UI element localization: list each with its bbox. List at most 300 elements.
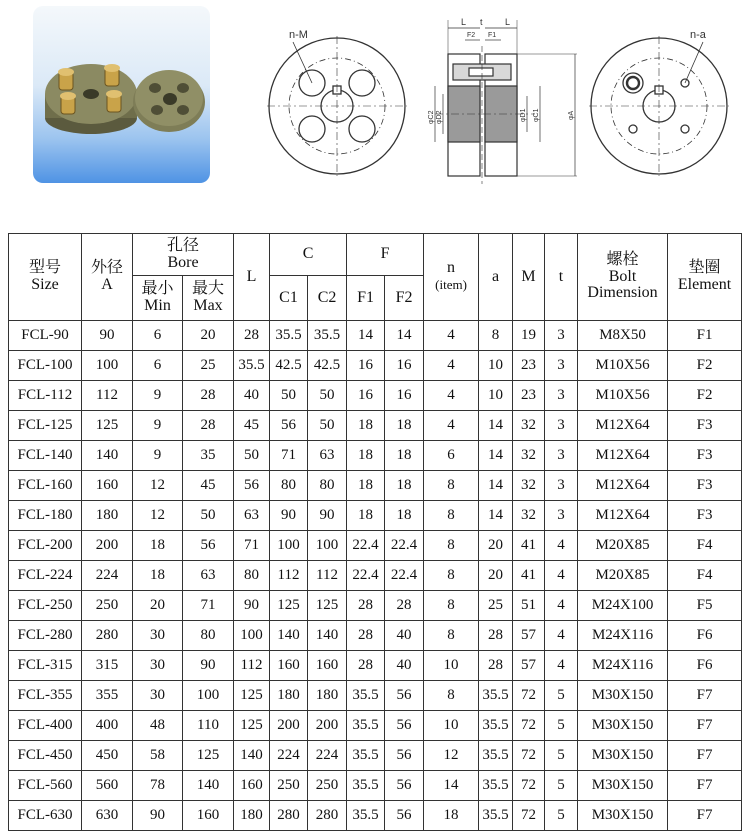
table-cell: 14 bbox=[479, 501, 513, 531]
table-cell: 56 bbox=[385, 771, 424, 801]
table-cell: 18 bbox=[347, 501, 385, 531]
header-f2: F2 bbox=[385, 276, 424, 321]
table-cell: 5 bbox=[545, 771, 578, 801]
header-f: F bbox=[347, 234, 424, 276]
table-cell: 28 bbox=[183, 381, 234, 411]
table-cell: FCL-224 bbox=[9, 561, 82, 591]
technical-drawing bbox=[265, 6, 740, 191]
table-cell: 125 bbox=[82, 411, 133, 441]
table-cell: 90 bbox=[82, 321, 133, 351]
side-section-view bbox=[435, 20, 577, 184]
table-cell: M12X64 bbox=[578, 411, 668, 441]
table-cell: 224 bbox=[82, 561, 133, 591]
table-cell: 56 bbox=[385, 741, 424, 771]
table-cell: 32 bbox=[513, 501, 545, 531]
label-a: φA bbox=[568, 110, 575, 120]
table-cell: 40 bbox=[385, 621, 424, 651]
table-cell: 18 bbox=[347, 471, 385, 501]
table-cell: 100 bbox=[183, 681, 234, 711]
table-row bbox=[9, 471, 742, 501]
table-cell: 28 bbox=[347, 621, 385, 651]
label-f2: F2 bbox=[467, 32, 476, 39]
table-cell: 355 bbox=[82, 681, 133, 711]
table-cell: 28 bbox=[183, 411, 234, 441]
table-cell: M12X64 bbox=[578, 501, 668, 531]
table-cell: 18 bbox=[424, 801, 479, 831]
table-cell: 110 bbox=[183, 711, 234, 741]
table-cell: 50 bbox=[308, 411, 347, 441]
table-cell: 160 bbox=[82, 471, 133, 501]
table-cell: M10X56 bbox=[578, 381, 668, 411]
table-cell: 8 bbox=[424, 531, 479, 561]
table-cell: 72 bbox=[513, 681, 545, 711]
table-cell: 90 bbox=[183, 651, 234, 681]
table-cell: F3 bbox=[668, 441, 742, 471]
table-cell: F2 bbox=[668, 351, 742, 381]
table-cell: 14 bbox=[479, 471, 513, 501]
table-cell: 63 bbox=[308, 441, 347, 471]
table-cell: 45 bbox=[234, 411, 270, 441]
table-cell: 19 bbox=[513, 321, 545, 351]
table-cell: 100 bbox=[234, 621, 270, 651]
table-cell: 18 bbox=[133, 561, 183, 591]
table-cell: 90 bbox=[133, 801, 183, 831]
table-cell: FCL-250 bbox=[9, 591, 82, 621]
table-cell: FCL-450 bbox=[9, 741, 82, 771]
table-cell: 35.5 bbox=[479, 801, 513, 831]
table-cell: F7 bbox=[668, 741, 742, 771]
table-cell: 35.5 bbox=[347, 801, 385, 831]
table-cell: 140 bbox=[82, 441, 133, 471]
table-cell: 80 bbox=[270, 471, 308, 501]
header-a: a bbox=[479, 234, 513, 321]
table-cell: F7 bbox=[668, 801, 742, 831]
table-cell: 16 bbox=[385, 351, 424, 381]
table-cell: 72 bbox=[513, 801, 545, 831]
table-cell: FCL-280 bbox=[9, 621, 82, 651]
table-cell: 35.5 bbox=[479, 711, 513, 741]
header-f1: F1 bbox=[347, 276, 385, 321]
table-cell: 30 bbox=[133, 681, 183, 711]
table-cell: F4 bbox=[668, 561, 742, 591]
table-row bbox=[9, 321, 742, 351]
table-cell: 10 bbox=[424, 651, 479, 681]
table-cell: 20 bbox=[133, 591, 183, 621]
table-cell: 48 bbox=[133, 711, 183, 741]
table-cell: F5 bbox=[668, 591, 742, 621]
table-cell: 35.5 bbox=[479, 741, 513, 771]
table-cell: FCL-90 bbox=[9, 321, 82, 351]
table-cell: 180 bbox=[308, 681, 347, 711]
table-cell: 4 bbox=[545, 561, 578, 591]
header-size: 型号 Size bbox=[9, 234, 82, 321]
table-cell: 3 bbox=[545, 381, 578, 411]
table-cell: 3 bbox=[545, 321, 578, 351]
table-cell: 18 bbox=[385, 441, 424, 471]
table-cell: 71 bbox=[234, 531, 270, 561]
table-row bbox=[9, 651, 742, 681]
header-c2: C2 bbox=[308, 276, 347, 321]
table-cell: 125 bbox=[234, 681, 270, 711]
table-cell: 125 bbox=[308, 591, 347, 621]
table-cell: 160 bbox=[270, 651, 308, 681]
table-cell: 32 bbox=[513, 441, 545, 471]
table-cell: 200 bbox=[82, 531, 133, 561]
label-d2: φD2 bbox=[436, 110, 443, 124]
table-cell: 9 bbox=[133, 441, 183, 471]
table-cell: 25 bbox=[183, 351, 234, 381]
table-cell: 160 bbox=[308, 651, 347, 681]
table-row bbox=[9, 771, 742, 801]
table-cell: F6 bbox=[668, 651, 742, 681]
table-cell: 630 bbox=[82, 801, 133, 831]
header-n: n (item) bbox=[424, 234, 479, 321]
table-cell: 63 bbox=[183, 561, 234, 591]
table-cell: 71 bbox=[270, 441, 308, 471]
table-cell: 14 bbox=[385, 321, 424, 351]
label-t: t bbox=[480, 17, 483, 27]
table-cell: FCL-180 bbox=[9, 501, 82, 531]
table-cell: 56 bbox=[385, 711, 424, 741]
table-row bbox=[9, 681, 742, 711]
table-cell: 8 bbox=[479, 321, 513, 351]
table-cell: 18 bbox=[133, 531, 183, 561]
table-cell: M30X150 bbox=[578, 771, 668, 801]
table-cell: 4 bbox=[424, 411, 479, 441]
header-outer-diameter: 外径 A bbox=[82, 234, 133, 321]
table-cell: 180 bbox=[82, 501, 133, 531]
table-cell: 4 bbox=[424, 321, 479, 351]
table-cell: 8 bbox=[424, 681, 479, 711]
table-cell: 35.5 bbox=[479, 681, 513, 711]
table-cell: 18 bbox=[385, 501, 424, 531]
table-cell: M24X116 bbox=[578, 621, 668, 651]
table-cell: 50 bbox=[234, 441, 270, 471]
table-cell: 100 bbox=[270, 531, 308, 561]
table-cell: 112 bbox=[82, 381, 133, 411]
table-cell: 56 bbox=[183, 531, 234, 561]
header-element: 垫圈 Element bbox=[668, 234, 742, 321]
left-end-view bbox=[267, 36, 407, 176]
table-cell: 560 bbox=[82, 771, 133, 801]
table-cell: 28 bbox=[479, 651, 513, 681]
table-cell: 90 bbox=[308, 501, 347, 531]
table-cell: 28 bbox=[234, 321, 270, 351]
table-cell: 23 bbox=[513, 351, 545, 381]
table-cell: 250 bbox=[270, 771, 308, 801]
table-cell: FCL-400 bbox=[9, 711, 82, 741]
table-cell: 100 bbox=[308, 531, 347, 561]
label-c2: φC2 bbox=[428, 110, 435, 124]
table-cell: 200 bbox=[270, 711, 308, 741]
table-cell: 125 bbox=[183, 741, 234, 771]
table-cell: 71 bbox=[183, 591, 234, 621]
table-cell: 35.5 bbox=[479, 771, 513, 801]
table-cell: 58 bbox=[133, 741, 183, 771]
table-cell: 250 bbox=[82, 591, 133, 621]
table-cell: 57 bbox=[513, 621, 545, 651]
table-cell: 20 bbox=[183, 321, 234, 351]
table-cell: M8X50 bbox=[578, 321, 668, 351]
table-cell: 16 bbox=[385, 381, 424, 411]
table-row bbox=[9, 381, 742, 411]
table-cell: 112 bbox=[270, 561, 308, 591]
header-bore: 孔径 Bore bbox=[133, 234, 234, 276]
table-cell: 56 bbox=[234, 471, 270, 501]
table-cell: 56 bbox=[385, 681, 424, 711]
table-cell: 78 bbox=[133, 771, 183, 801]
table-cell: 125 bbox=[270, 591, 308, 621]
header-bore-max: 最大 Max bbox=[183, 276, 234, 321]
label-l-right: L bbox=[505, 17, 511, 27]
table-cell: 9 bbox=[133, 381, 183, 411]
table-cell: 8 bbox=[424, 561, 479, 591]
table-cell: 42.5 bbox=[270, 351, 308, 381]
table-cell: 22.4 bbox=[347, 531, 385, 561]
table-cell: 160 bbox=[234, 771, 270, 801]
table-cell: 125 bbox=[234, 711, 270, 741]
table-cell: 14 bbox=[347, 321, 385, 351]
table-cell: 72 bbox=[513, 741, 545, 771]
table-row bbox=[9, 591, 742, 621]
table-cell: 35.5 bbox=[270, 321, 308, 351]
table-cell: 56 bbox=[385, 801, 424, 831]
table-cell: F3 bbox=[668, 411, 742, 441]
table-cell: 315 bbox=[82, 651, 133, 681]
table-cell: F7 bbox=[668, 681, 742, 711]
table-cell: 42.5 bbox=[308, 351, 347, 381]
table-cell: 8 bbox=[424, 501, 479, 531]
table-cell: 90 bbox=[234, 591, 270, 621]
table-cell: 22.4 bbox=[385, 561, 424, 591]
table-cell: 5 bbox=[545, 711, 578, 741]
table-cell: 5 bbox=[545, 801, 578, 831]
table-cell: 4 bbox=[545, 621, 578, 651]
table-cell: 14 bbox=[424, 771, 479, 801]
table-cell: M10X56 bbox=[578, 351, 668, 381]
table-cell: 20 bbox=[479, 561, 513, 591]
label-f1: F1 bbox=[488, 32, 497, 39]
table-cell: 280 bbox=[82, 621, 133, 651]
table-cell: FCL-140 bbox=[9, 441, 82, 471]
table-cell: 28 bbox=[347, 651, 385, 681]
table-cell: 50 bbox=[183, 501, 234, 531]
table-cell: 35.5 bbox=[347, 771, 385, 801]
table-cell: 35.5 bbox=[234, 351, 270, 381]
table-cell: M30X150 bbox=[578, 741, 668, 771]
table-cell: 28 bbox=[347, 591, 385, 621]
header-row-1 bbox=[9, 234, 742, 276]
table-cell: 51 bbox=[513, 591, 545, 621]
table-cell: F4 bbox=[668, 531, 742, 561]
table-cell: 18 bbox=[385, 411, 424, 441]
table-cell: F7 bbox=[668, 771, 742, 801]
table-cell: 40 bbox=[234, 381, 270, 411]
table-cell: 8 bbox=[424, 591, 479, 621]
table-row bbox=[9, 531, 742, 561]
table-cell: 14 bbox=[479, 411, 513, 441]
header-l: L bbox=[234, 234, 270, 321]
table-cell: 12 bbox=[133, 471, 183, 501]
table-cell: 3 bbox=[545, 471, 578, 501]
table-cell: M12X64 bbox=[578, 441, 668, 471]
table-cell: 22.4 bbox=[347, 561, 385, 591]
table-cell: F2 bbox=[668, 381, 742, 411]
table-cell: 4 bbox=[545, 591, 578, 621]
table-cell: 30 bbox=[133, 651, 183, 681]
table-row bbox=[9, 561, 742, 591]
table-cell: 28 bbox=[385, 591, 424, 621]
table-cell: 112 bbox=[308, 561, 347, 591]
table-cell: M20X85 bbox=[578, 561, 668, 591]
table-cell: 18 bbox=[385, 471, 424, 501]
table-cell: 72 bbox=[513, 771, 545, 801]
table-cell: 3 bbox=[545, 351, 578, 381]
table-cell: FCL-355 bbox=[9, 681, 82, 711]
table-cell: 35 bbox=[183, 441, 234, 471]
table-cell: 3 bbox=[545, 441, 578, 471]
table-cell: 3 bbox=[545, 501, 578, 531]
table-cell: 4 bbox=[545, 651, 578, 681]
table-cell: 100 bbox=[82, 351, 133, 381]
table-cell: 41 bbox=[513, 531, 545, 561]
table-row bbox=[9, 741, 742, 771]
table-cell: 18 bbox=[347, 411, 385, 441]
table-cell: 32 bbox=[513, 471, 545, 501]
table-cell: 57 bbox=[513, 651, 545, 681]
table-cell: 224 bbox=[270, 741, 308, 771]
table-cell: 180 bbox=[270, 681, 308, 711]
table-row bbox=[9, 441, 742, 471]
table-cell: F6 bbox=[668, 621, 742, 651]
table-cell: M30X150 bbox=[578, 681, 668, 711]
table-row bbox=[9, 501, 742, 531]
table-cell: 250 bbox=[308, 771, 347, 801]
table-cell: 450 bbox=[82, 741, 133, 771]
header-bore-min: 最小 Min bbox=[133, 276, 183, 321]
table-cell: 140 bbox=[183, 771, 234, 801]
label-n-a: n-a bbox=[690, 29, 706, 41]
table-cell: 6 bbox=[424, 441, 479, 471]
table-cell: F3 bbox=[668, 471, 742, 501]
table-cell: 72 bbox=[513, 711, 545, 741]
table-cell: 32 bbox=[513, 411, 545, 441]
table-cell: 3 bbox=[545, 411, 578, 441]
spec-table bbox=[8, 233, 742, 831]
label-c1: φC1 bbox=[533, 108, 540, 122]
header-t: t bbox=[545, 234, 578, 321]
table-cell: 12 bbox=[424, 741, 479, 771]
table-cell: 90 bbox=[270, 501, 308, 531]
table-cell: 18 bbox=[347, 441, 385, 471]
table-cell: 35.5 bbox=[308, 321, 347, 351]
header-bolt: 螺栓 Bolt Dimension bbox=[578, 234, 668, 321]
table-cell: 140 bbox=[308, 621, 347, 651]
table-cell: 16 bbox=[347, 351, 385, 381]
table-cell: 50 bbox=[308, 381, 347, 411]
table-cell: 14 bbox=[479, 441, 513, 471]
table-cell: 6 bbox=[133, 351, 183, 381]
table-cell: 9 bbox=[133, 411, 183, 441]
table-cell: 28 bbox=[479, 621, 513, 651]
right-end-view bbox=[589, 36, 729, 176]
table-cell: 25 bbox=[479, 591, 513, 621]
table-cell: 280 bbox=[270, 801, 308, 831]
label-l-left: L bbox=[461, 17, 467, 27]
table-cell: FCL-112 bbox=[9, 381, 82, 411]
table-cell: 12 bbox=[133, 501, 183, 531]
table-cell: 160 bbox=[183, 801, 234, 831]
header-c: C bbox=[270, 234, 347, 276]
spec-table-body bbox=[9, 321, 742, 831]
table-cell: 4 bbox=[424, 381, 479, 411]
table-cell: 8 bbox=[424, 621, 479, 651]
table-cell: 140 bbox=[270, 621, 308, 651]
table-cell: 112 bbox=[234, 651, 270, 681]
table-cell: FCL-125 bbox=[9, 411, 82, 441]
table-cell: 400 bbox=[82, 711, 133, 741]
table-cell: 35.5 bbox=[347, 711, 385, 741]
table-cell: 140 bbox=[234, 741, 270, 771]
table-cell: 4 bbox=[545, 531, 578, 561]
table-cell: FCL-200 bbox=[9, 531, 82, 561]
table-cell: 22.4 bbox=[385, 531, 424, 561]
table-cell: M24X100 bbox=[578, 591, 668, 621]
label-n-m: n-M bbox=[289, 29, 308, 41]
table-cell: 10 bbox=[424, 711, 479, 741]
coupling-photo-illustration bbox=[33, 6, 210, 183]
table-cell: 30 bbox=[133, 621, 183, 651]
table-cell: 8 bbox=[424, 471, 479, 501]
table-cell: 35.5 bbox=[347, 681, 385, 711]
table-cell: 40 bbox=[385, 651, 424, 681]
table-cell: 5 bbox=[545, 741, 578, 771]
table-row bbox=[9, 351, 742, 381]
table-cell: 224 bbox=[308, 741, 347, 771]
table-row bbox=[9, 801, 742, 831]
table-cell: 35.5 bbox=[347, 741, 385, 771]
table-cell: FCL-100 bbox=[9, 351, 82, 381]
label-d1: φD1 bbox=[520, 108, 527, 122]
table-cell: 80 bbox=[308, 471, 347, 501]
table-cell: 5 bbox=[545, 681, 578, 711]
table-cell: M12X64 bbox=[578, 471, 668, 501]
table-cell: F3 bbox=[668, 501, 742, 531]
table-cell: 16 bbox=[347, 381, 385, 411]
table-cell: 180 bbox=[234, 801, 270, 831]
table-cell: 280 bbox=[308, 801, 347, 831]
table-row bbox=[9, 411, 742, 441]
table-cell: 4 bbox=[424, 351, 479, 381]
table-cell: F1 bbox=[668, 321, 742, 351]
table-cell: FCL-315 bbox=[9, 651, 82, 681]
table-row bbox=[9, 711, 742, 741]
table-cell: 56 bbox=[270, 411, 308, 441]
table-cell: 20 bbox=[479, 531, 513, 561]
table-cell: 23 bbox=[513, 381, 545, 411]
table-cell: FCL-630 bbox=[9, 801, 82, 831]
table-cell: M30X150 bbox=[578, 711, 668, 741]
table-cell: 45 bbox=[183, 471, 234, 501]
table-cell: M20X85 bbox=[578, 531, 668, 561]
table-cell: 10 bbox=[479, 381, 513, 411]
table-cell: 63 bbox=[234, 501, 270, 531]
table-cell: 200 bbox=[308, 711, 347, 741]
table-cell: FCL-160 bbox=[9, 471, 82, 501]
table-row bbox=[9, 621, 742, 651]
table-cell: 50 bbox=[270, 381, 308, 411]
product-photo bbox=[33, 6, 210, 183]
